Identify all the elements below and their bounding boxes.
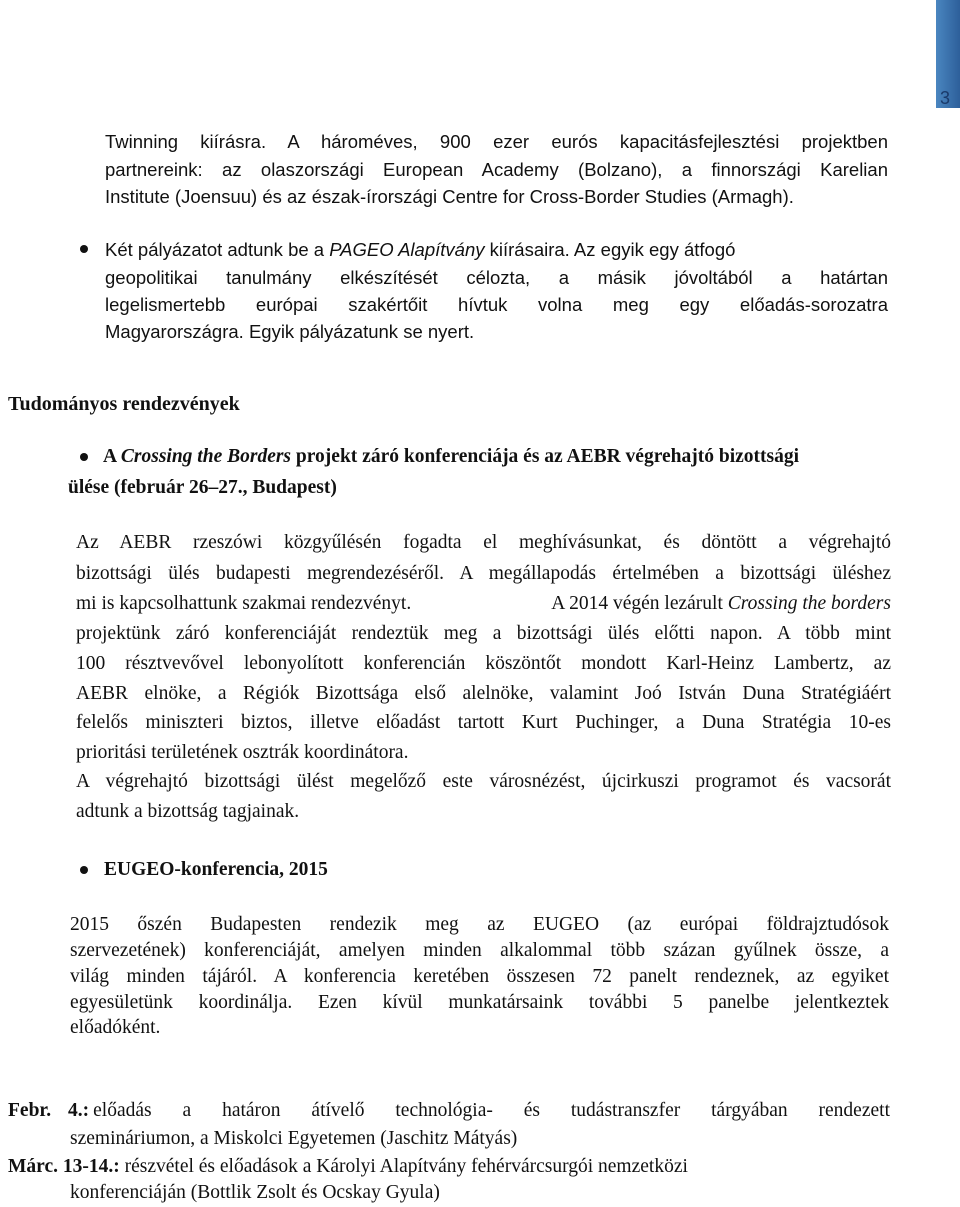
text-line: adtunk a bizottság tagjainak. — [76, 801, 300, 822]
text-line: felelős miniszteri biztos, illetve előadást tartott Kurt Puchinger, a Duna Stratégia 10-es — [76, 712, 891, 733]
text-line — [105, 236, 888, 264]
text-line: szervezetének) konferenciáját, amelyen minden alkalommal több százan gyűlnek össze, a — [70, 940, 889, 961]
conference-heading — [103, 443, 900, 471]
text-span: kiírásaira. Az egyik egy átfogó — [484, 239, 736, 260]
event-line — [8, 1097, 890, 1125]
event-date: Febr. 4. — [8, 1100, 83, 1121]
bullet-icon — [80, 866, 88, 874]
event-date: Márc. 13-14. — [8, 1156, 114, 1177]
text-line — [76, 590, 891, 618]
text-line: Institute (Joensuu) és az észak-írországi Centre for Cross-Border Studies (Armagh). — [105, 186, 794, 207]
pageo-name: PAGEO Alapítvány — [329, 239, 485, 260]
text-line: Magyarországra. Egyik pályázatunk se nyert. — [105, 321, 475, 342]
text-line: bizottsági ülés budapesti megrendezéséről. A megállapodás értelmében a bizottsági üléshez — [76, 563, 891, 584]
text-line: prioritási területének osztrák koordinátora. — [76, 742, 409, 763]
event-sep: : — [82, 1100, 90, 1121]
section-heading: Tudományos rendezvények — [8, 393, 240, 415]
event-text: előadás a határon átívelő technológia- és tudástranszfer tárgyában rendezett — [93, 1100, 890, 1121]
project-name: Crossing the Borders — [120, 446, 292, 467]
event-sep: : — [113, 1156, 120, 1177]
text-span: projekt záró konferenciája és az AEBR végrehajtó bizottsági — [291, 446, 800, 467]
text-span: A 2014 végén lezárult — [547, 593, 728, 614]
text-line: A végrehajtó bizottsági ülést megelőző este városnézést, újcirkuszi programot és vacsorát — [76, 771, 891, 792]
text-line: Twinning kiírásra. A hároméves, 900 ezer eurós kapacitásfejlesztési projektben — [105, 131, 888, 152]
page-number: 3 — [940, 88, 951, 108]
text-line: 100 résztvevővel lebonyolított konferencián köszöntőt mondott Karl-Heinz Lambertz, az — [76, 653, 891, 674]
conference-heading-line2: ülése (február 26–27., Budapest) — [68, 477, 337, 498]
event-text: részvétel és előadások a Károlyi Alapítvány fehérvárcsurgói nemzetközi — [119, 1156, 688, 1177]
text-span: Két pályázatot adtunk be a — [105, 239, 330, 260]
bullet-icon — [80, 245, 88, 253]
text-line: geopolitikai tanulmány elkészítését célozta, a másik jóvoltából a határtan — [105, 267, 888, 288]
text-line: legelismertebb európai szakértőit hívtuk volna meg egy előadás-sorozatra — [105, 294, 888, 315]
text-line: világ minden tájáról. A konferencia keretében összesen 72 panelt rendeznek, az egyiket — [70, 966, 889, 987]
event-line — [8, 1153, 688, 1181]
text-line: egyesületünk koordinálja. Ezen kívül munkatársaink további 5 panelbe jelentkeztek — [70, 992, 889, 1013]
event-line2: szemináriumon, a Miskolci Egyetemen (Jaschitz Mátyás) — [70, 1128, 518, 1149]
text-span: mi is kapcsolhattunk szakmai rendezvényt. — [76, 593, 412, 614]
bullet-icon — [80, 453, 88, 461]
text-line: 2015 őszén Budapesten rendezik meg az EUGEO (az európai földrajztudósok — [70, 914, 889, 935]
text-line: projektünk záró konferenciáját rendeztük meg a bizottsági ülés előtti napon. A több mint — [76, 623, 891, 644]
text-line: partnereink: az olaszországi European Academy (Bolzano), a finnországi Karelian — [105, 159, 888, 180]
text-line: Az AEBR rzeszówi közgyűlésén fogadta el meghívásunkat, és döntött a végrehajtó — [76, 532, 891, 553]
eugeo-heading: EUGEO-konferencia, 2015 — [104, 859, 328, 880]
text-line: előadóként. — [70, 1017, 161, 1038]
event-line2: konferenciáján (Bottlik Zsolt és Ocskay Gyula) — [70, 1182, 440, 1203]
project-name: Crossing the borders — [727, 593, 891, 614]
text-line: AEBR elnöke, a Régiók Bizottsága első alelnöke, valamint Joó István Duna Stratégiáért — [76, 683, 891, 704]
text-span: A — [103, 446, 121, 467]
